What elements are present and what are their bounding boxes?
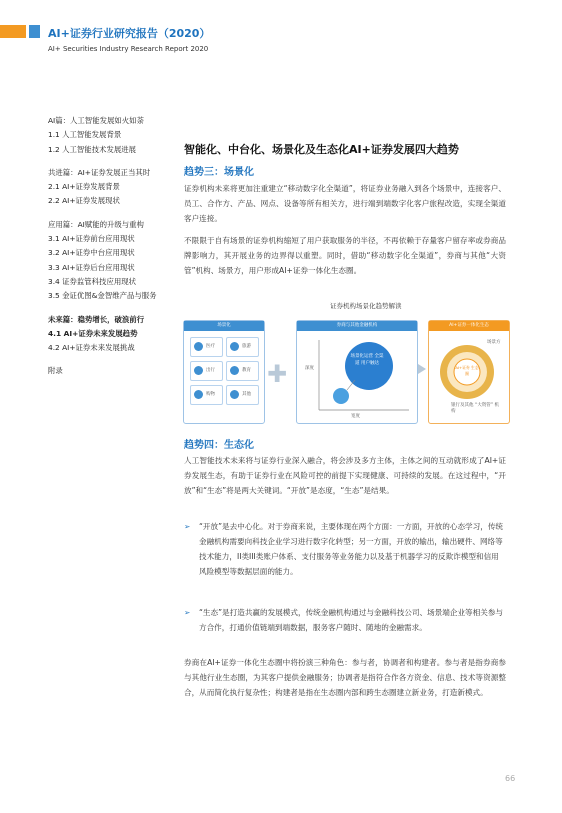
trend4-paragraph-2: 券商在AI+证券一体化生态圈中将扮演三种角色：参与者，协调者和构建者。参与者是指券商参与其他行业生态圈，为其客户提供金融服务；协调者是指符合作各方资金、信息、技术等资源整合，从而简化执行复杂性；构建者是指在生态圈内部和跨生态圈建立新业务，打造新模式。	[184, 658, 506, 697]
scene-box-commute: 出行	[190, 361, 223, 381]
scene-box-medical: 医疗	[190, 337, 223, 357]
toc-item[interactable]: 1.2 人工智能技术发展进展	[48, 144, 137, 154]
section-heading: 智能化、中台化、场景化及生态化AI+证券发展四大趋势	[184, 143, 459, 156]
panel-head: 券商与其他金融机构	[297, 321, 417, 331]
trend3-title: 趋势三：场景化	[184, 167, 254, 178]
small-bubble	[333, 388, 349, 404]
scene-box-travel: 旅游	[226, 337, 259, 357]
scene-box-other: 其他	[226, 385, 259, 405]
scene-icon	[230, 390, 239, 399]
trend3-paragraph-2: 不限限于自有场景的证券机构缩短了用户获取服务的半径，不再依赖于存量客户留存率或券商品牌影响力，其开展业务的边界得以重塑。同时，借助“移动数字化全渠道”，券商与其他“大资管”机构、场景方，用户形成AI+证券一体化生态圈。	[184, 236, 506, 275]
axis-y-label: 深度	[305, 366, 314, 371]
toc-item[interactable]: 4.2 AI+证券未来发展挑战	[48, 343, 135, 353]
trend4-paragraph-1: 人工智能技术未来将与证券行业深入融合，将会涉及多方主体，主体之间的互动就形成了AI+证券发展生态，有助于证券行业在风险可控的前提下实现健康、可持续的发展。在这过程中，“开放”和“生态”将是两大关键词。“开放”是态度，“生态”是结果。	[184, 456, 506, 495]
report-subtitle: AI+ Securities Industry Research Report 2020	[48, 45, 209, 53]
bullet-open: ➢ “开放”是去中心化。对于券商来说，主要体现在两个方面：一方面，开放的心态学习，传统金融机构需要向科技企业学习进行数字化转型；另一方面，开放的输出，输出硬件、网络等技术能力，II类III类账户体系、支付服务等业务能力以及基于机器学习的反欺诈模型和信用风险模型等数据层面的能力。	[184, 519, 506, 579]
growth-chart	[297, 332, 417, 422]
toc-item[interactable]: 1.1 人工智能发展背景	[48, 130, 122, 140]
ring-label-institutions: 银行及其他 “大资管” 机构	[451, 403, 500, 414]
scene-icon	[194, 342, 203, 351]
ring-center-label: AI+证券 生态圈	[455, 365, 479, 376]
table-of-contents	[48, 114, 180, 379]
toc-item[interactable]: 3.4 证券监管科技应用现状	[48, 276, 137, 286]
bullet-arrow-icon: ➢	[184, 608, 191, 617]
bullet-arrow-icon: ➢	[184, 522, 191, 531]
panel-head: 场景化	[184, 321, 264, 331]
toc-item[interactable]: 3.3 AI+证券后台应用现状	[48, 262, 135, 272]
toc-item[interactable]: 2.1 AI+证券发展背景	[48, 182, 120, 192]
scene-box-education: 教育	[226, 361, 259, 381]
scene-icon	[194, 366, 203, 375]
trend3-paragraph-1: 证券机构未来将更加注重建立“移动数字化全渠道”，将证券业务融入到各个场景中，连接客户、员工、合作方、产品、网点、设备等所有相关方，进行端到端数字化客户旅程改造，实现全渠道客户连接。	[184, 184, 506, 223]
panel-head: AI+证券一体化生态	[429, 321, 509, 331]
figure-title: 证券机构场景化趋势解读	[330, 302, 402, 310]
header-blue-bar	[29, 25, 40, 38]
report-title: AI+证券行业研究报告（2020）	[48, 27, 211, 40]
header-orange-bar	[0, 25, 26, 38]
toc-item[interactable]: 3.2 AI+证券中台应用现状	[48, 248, 135, 258]
toc-item[interactable]: 2.2 AI+证券发展现状	[48, 196, 120, 206]
figure-panel-institutions	[296, 320, 418, 424]
toc-item-current[interactable]: 4.1 AI+证券未来发展趋势	[48, 328, 138, 338]
axis-x-label: 宽度	[351, 414, 360, 419]
plus-icon: ✚	[267, 360, 288, 388]
toc-item[interactable]: 3.5 金证优图&金智维产品与服务	[48, 291, 157, 301]
toc-item[interactable]: 未来篇：稳势增长，破浪前行	[48, 314, 145, 324]
scene-icon	[230, 366, 239, 375]
toc-item[interactable]: 附录	[48, 366, 63, 376]
ring-label-scene: 场景方	[487, 340, 501, 345]
toc-item[interactable]: 应用篇：AI赋能的升级与重构	[48, 219, 144, 229]
bubble-label: 场景化运营 全渠道 用户触达	[350, 354, 384, 366]
scene-box-shopping: 购物	[190, 385, 223, 405]
figure-panel-scenes	[183, 320, 265, 424]
toc-item[interactable]: 共进篇：AI+证券发展正当其时	[48, 167, 151, 177]
figure-panel-ecosystem	[428, 320, 510, 424]
toc-item[interactable]: AI篇：人工智能发展如火如荼	[48, 116, 144, 125]
bullet-ecosystem: ➢ “生态”是打造共赢的发展模式，传统金融机构通过与金融科技公司、场景端企业等相关参与方合作，打通价值链端到端数据，服务客户随时、随地的金融需求。	[184, 605, 506, 635]
scene-icon	[194, 390, 203, 399]
scene-icon	[230, 342, 239, 351]
trend4-title: 趋势四：生态化	[184, 440, 254, 451]
page-number: 66	[505, 774, 516, 783]
toc-item[interactable]: 3.1 AI+证券前台应用现状	[48, 234, 135, 244]
